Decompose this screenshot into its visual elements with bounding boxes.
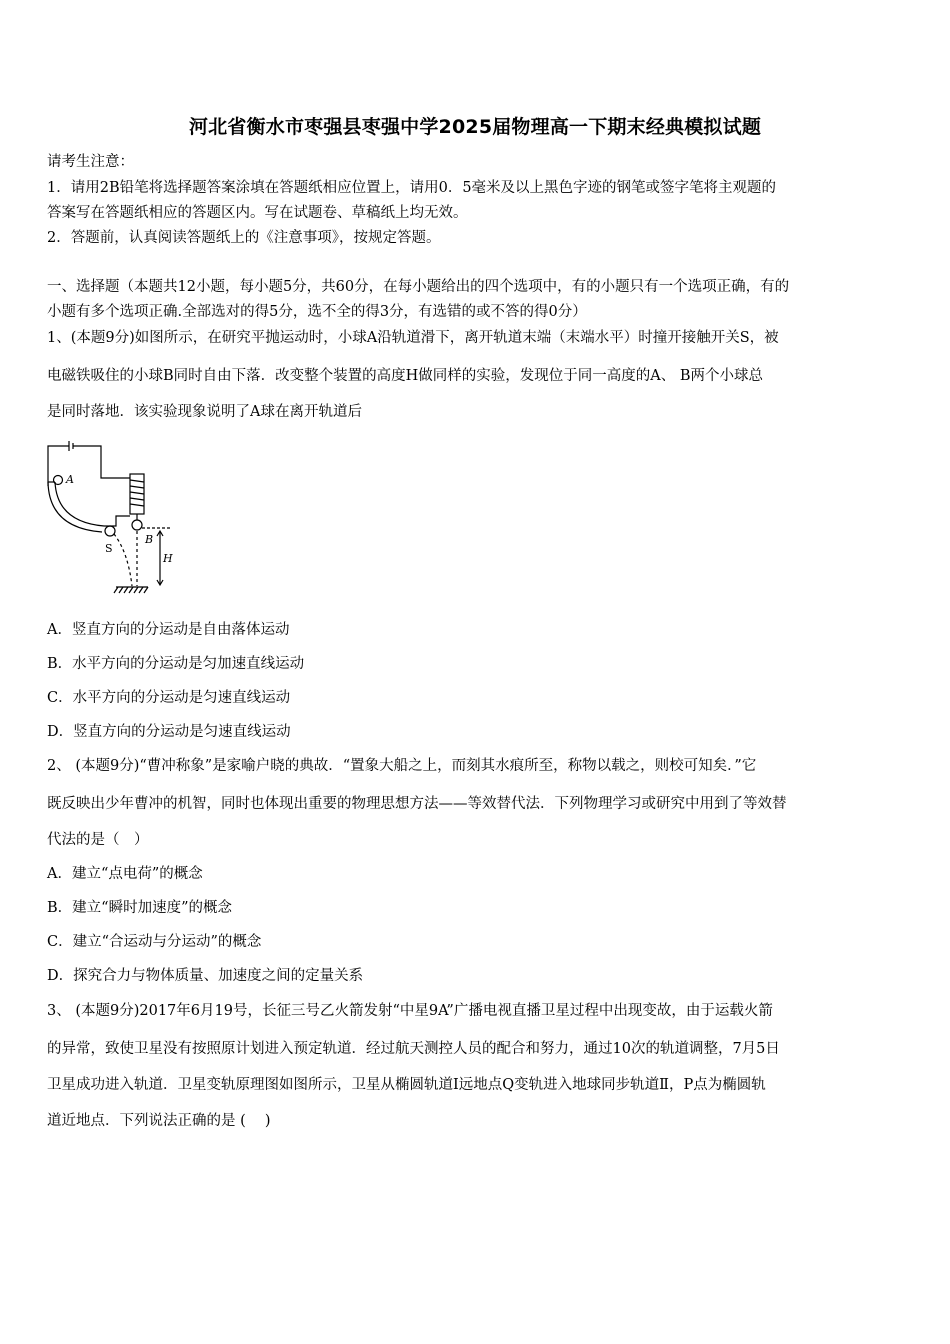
notice-item-1-line-2: 答案写在答题纸相应的答题区内。写在试题卷、草稿纸上均无效。 [47, 205, 468, 221]
section-heading-line-1: 一、选择题（本题共12小题，每小题5分，共60分，在每小题给出的四个选项中，有的小题只有一个选项正确，有的 [47, 279, 790, 295]
circuit-wire-right [73, 446, 130, 478]
question-1-option-a: A．竖直方向的分运动是自由落体运动 [47, 622, 290, 638]
question-1-option-d: D．竖直方向的分运动是匀速直线运动 [47, 724, 291, 740]
track-inner [55, 482, 104, 526]
question-3-line-4: 道近地点．下列说法正确的是 ( ) [47, 1113, 271, 1129]
notice-item-1-line-1: 1．请用2B铅笔将选择题答案涂填在答题纸相应位置上，请用0．5毫米及以上黑色字迹的钢笔或签字笔将主观题的 [47, 180, 777, 196]
question-2-option-a: A．建立“点电荷”的概念 [47, 866, 203, 882]
page-title: 河北省衡水市枣强县枣强中学2025届物理高一下期末经典模拟试题 [188, 116, 762, 138]
label-a: A [66, 473, 74, 486]
question-2-option-c: C．建立“合运动与分运动”的概念 [47, 934, 262, 950]
question-1-line-2: 电磁铁吸住的小球B同时自由下落．改变整个装置的高度H做同样的实验，发现位于同一高度的A、 B两个小球总 [47, 368, 764, 384]
trajectory-a [114, 534, 132, 586]
question-1-line-3: 是同时落地．该实验现象说明了A球在离开轨道后 [47, 404, 362, 420]
question-3-line-1: 3、 (本题9分)2017年6月19号，长征三号乙火箭发射“中星9A”广播电视直播卫星过程中出现变故，由于运载火箭 [47, 1003, 773, 1019]
question-2-line-2: 既反映出少年曹冲的机智，同时也体现出重要的物理思想方法——等效替代法．下列物理学习或研究中用到了等效替 [47, 796, 787, 812]
label-h: H [163, 552, 173, 565]
question-2-option-b: B．建立“瞬时加速度”的概念 [47, 900, 232, 916]
notice-heading: 请考生注意： [47, 154, 134, 170]
ball-a [54, 476, 63, 485]
question-1-line-1: 1、(本题9分)如图所示，在研究平抛运动时，小球A沿轨道滑下，离开轨道末端（末端水平）时撞开接触开关S，被 [47, 330, 779, 346]
label-b: B [145, 533, 154, 546]
switch-bracket [104, 516, 130, 526]
notice-item-2: 2．答题前，认真阅读答题纸上的《注意事项》，按规定答题。 [47, 230, 441, 246]
section-heading-line-2: 小题有多个选项正确.全部选对的得5分，选不全的得3分，有选错的或不答的得0分） [47, 304, 587, 320]
question-3-line-2: 的异常，致使卫星没有按照原计划进入预定轨道．经过航天测控人员的配合和努力，通过10次的轨道调整，7月5日 [47, 1041, 780, 1057]
ball-a-at-edge [105, 526, 115, 536]
question-1-option-b: B．水平方向的分运动是匀加速直线运动 [47, 656, 305, 672]
question-2-option-d: D．探究合力与物体质量、加速度之间的定量关系 [47, 968, 364, 984]
question-1-option-c: C．水平方向的分运动是匀速直线运动 [47, 690, 291, 706]
question-3-line-3: 卫星成功进入轨道．卫星变轨原理图如图所示，卫星从椭圆轨道Ⅰ远地点Q变轨进入地球同步轨道Ⅱ，P点为椭圆轨 [47, 1077, 766, 1093]
question-2-line-3: 代法的是（ ） [47, 832, 149, 848]
question-2-line-1: 2、 (本题9分)“曹冲称象”是家喻户晓的典故．“置象大船之上，而刻其水痕所至，称物以载之，则校可知矣．”它 [47, 758, 757, 774]
label-s: S [105, 542, 113, 555]
ball-b [132, 520, 142, 530]
projectile-apparatus-diagram [44, 440, 174, 595]
